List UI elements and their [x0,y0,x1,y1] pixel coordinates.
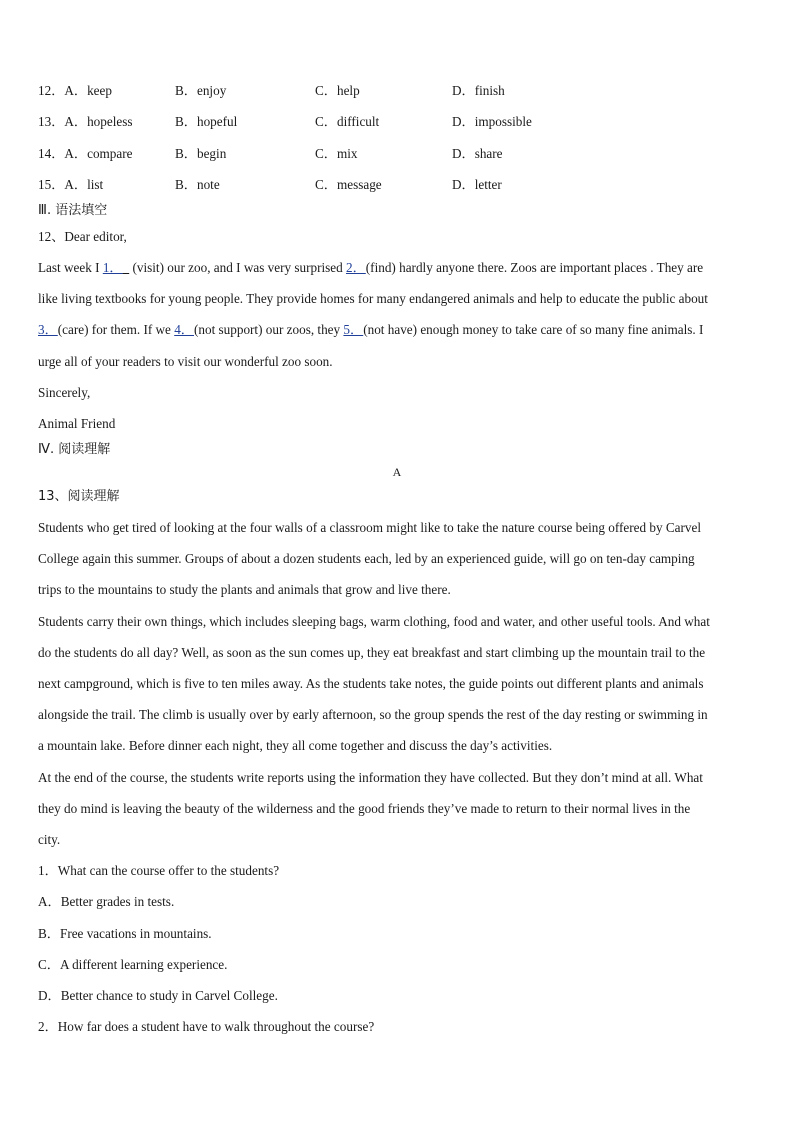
passage-line: Students carry their own things, which includes sleeping bags, warm clothing, food and water, and other useful tools. And what [38,614,710,629]
passage-line: like living textbooks for young people. They provide homes for many endangered animals and help to educate the public about [38,291,708,306]
option-row-13 [38,113,758,131]
question-number: 12． [38,83,65,98]
option-row-12 [38,82,758,100]
question-1-option-b[interactable]: B．Free vacations in mountains. [38,926,212,941]
question-13-label: 13、阅读理解 [38,489,120,504]
section-heading-reading: Ⅳ. 阅读理解 [38,442,111,457]
option-row-15 [38,176,758,194]
passage-line: city. [38,832,61,847]
passage-line: Students who get tired of looking at the four walls of a classroom might like to take the nature course being offered by Carvel [38,520,701,535]
option-a-text: A．keep [64,83,112,98]
question-number: 14． [38,146,65,161]
option-a-text: A．list [64,177,104,192]
option-c: C．message [315,177,382,192]
section-heading-grammar: Ⅲ. 语法填空 [38,203,108,218]
passage-line: trips to the mountains to study the plants and animals that grow and live there. [38,582,451,597]
passage-line: College again this summer. Groups of about a dozen students each, led by an experienced guide, will go on ten-day camping [38,551,695,566]
passage-line [38,259,703,277]
passage-line: next campground, which is five to ten miles away. As the students take notes, the guide points out different plants and animals [38,676,704,691]
text: (visit) our zoo, and I was very surprised [129,260,346,275]
passage-line: a mountain lake. Before dinner each night, they all come together and discuss the day’s activities. [38,738,553,753]
letter-closing: Sincerely, [38,385,91,400]
option-a [38,113,133,131]
passage-line: do the students do all day? Well, as soon as the sun comes up, they eat breakfast and start climbing up the mountain trail to the [38,645,706,660]
option-d: D．finish [452,83,505,98]
text: (find) hardly anyone there. Zoos are important places . They are [365,260,704,275]
passage-line: they do mind is leaving the beauty of the wilderness and the good friends they’ve made to return to their normal lives in the [38,801,691,816]
question-1-option-d[interactable]: D．Better chance to study in Carvel College. [38,988,278,1003]
question-2: 2．How far does a student have to walk throughout the course? [38,1019,375,1034]
option-b: B．begin [175,146,227,161]
blank-1[interactable]: 1． [102,260,123,275]
option-c: C．mix [315,146,358,161]
option-a [38,145,132,163]
blank-5[interactable]: 5． [343,322,364,337]
blank-3[interactable]: 3． [38,322,58,337]
text: (not have) enough money to take care of so many fine animals. I [363,322,704,337]
option-row-14 [38,145,758,163]
option-a-text: A．compare [64,146,133,161]
passage-line [38,321,703,339]
passage-line: At the end of the course, the students write reports using the information they have collected. But they don’t mind at all. What [38,770,703,785]
passage-line: urge all of your readers to visit our wonderful zoo soon. [38,354,333,369]
option-c: C．help [315,83,360,98]
passage-line: alongside the trail. The climb is usually over by early afternoon, so the group spends the rest of the day resting or swimming in [38,707,708,722]
option-a [38,82,112,100]
option-d: D．impossible [452,114,532,129]
blank-2[interactable]: 2． [346,260,366,275]
question-12-label: 12、Dear editor, [38,229,127,244]
option-b: B．note [175,177,220,192]
question-1-option-c[interactable]: C．A different learning experience. [38,957,228,972]
text: Last week I [38,260,103,275]
question-1-option-a[interactable]: A．Better grades in tests. [38,894,175,909]
blank-4[interactable]: 4． [174,322,194,337]
text: (not support) our zoos, they [193,322,344,337]
option-d: D．share [452,146,503,161]
passage-label: A [392,465,402,479]
question-number: 13． [38,114,65,129]
option-b: B．enjoy [175,83,227,98]
question-1: 1．What can the course offer to the students? [38,863,280,878]
question-number: 15． [38,177,65,192]
text: (care) for them. If we [57,322,175,337]
option-a [38,176,103,194]
option-b: B．hopeful [175,114,238,129]
option-d: D．letter [452,177,502,192]
option-c: C．difficult [315,114,380,129]
option-a-text: A．hopeless [64,114,133,129]
letter-signature: Animal Friend [38,416,116,431]
